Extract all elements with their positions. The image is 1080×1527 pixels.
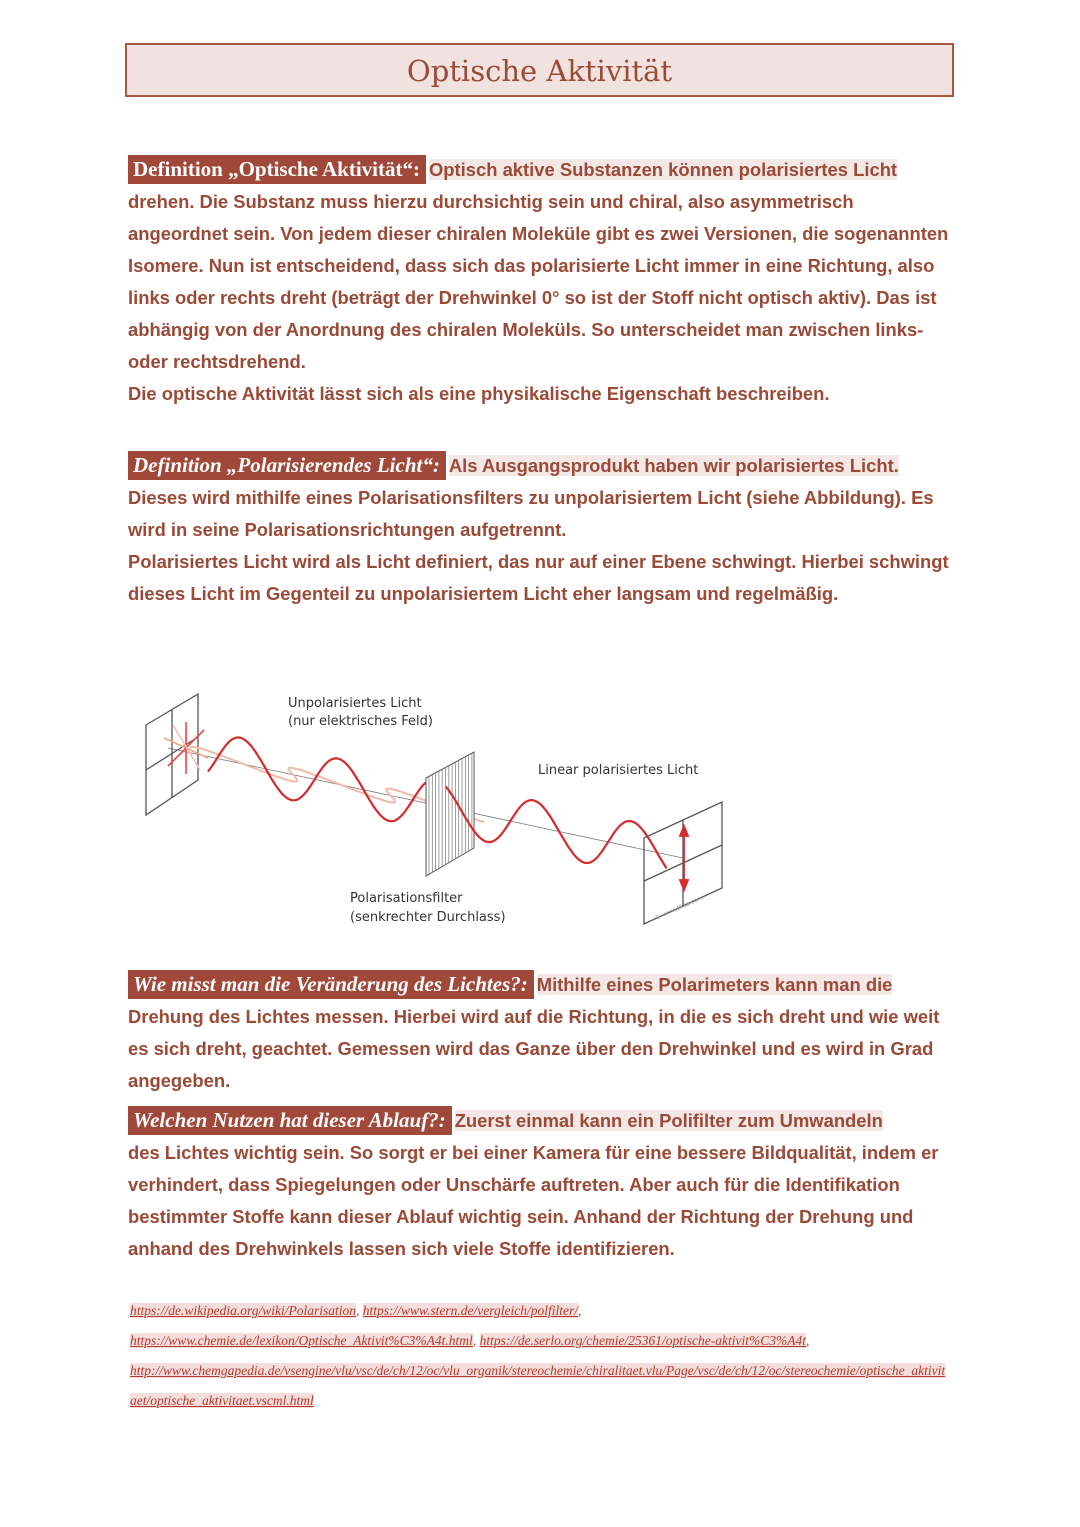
section-heading: Definition „Optische Aktivität“: <box>128 155 426 184</box>
label-filter: Polarisationsfilter <box>350 891 463 906</box>
watermark: © www.Bi2a.com <box>653 894 705 922</box>
section-body: Dieses wird mithilfe eines Polarisationsfilters zu unpolarisiertem Licht (siehe Abbildung). Es wird in seine Polarisationsrichtungen aufgetrennt. <box>128 487 934 540</box>
section-lead: Optisch aktive Substanzen können polarisiertes Licht <box>429 159 898 180</box>
section-optische-aktivitaet <box>128 153 956 410</box>
title-box <box>125 43 954 97</box>
section-body-2: Die optische Aktivität lässt sich als eine physikalische Eigenschaft beschreiben. <box>128 383 830 404</box>
label-unpolarized: Unpolarisiertes Licht <box>288 696 422 711</box>
reference-link[interactable]: https://www.stern.de/vergleich/polfilter/ <box>362 1303 578 1318</box>
section-lead: Mithilfe eines Polarimeters kann man die <box>536 974 893 995</box>
label-filter-note: (senkrechter Durchlass) <box>350 910 506 925</box>
polarized-wave <box>446 787 667 869</box>
section-body: Drehung des Lichtes messen. Hierbei wird auf die Richtung, in die es sich dreht und wie weit es sich dreht, geachtet. Gemessen wird das Ganze über den Drehwinkel und es wird in Grad angegeben. <box>128 1006 940 1091</box>
label-linear: Linear polarisiertes Licht <box>538 763 699 778</box>
section-heading: Definition „Polarisierendes Licht“: <box>128 451 446 480</box>
section-body: des Lichtes wichtig sein. So sorgt er bei einer Kamera für eine bessere Bildqualität, indem er verhindert, dass Spiegelungen oder Unschärfe auftreten. Aber auch für die Identifikation bestimmter Stoffe kann dieser Ablauf wichtig sein. Anhand der Richtung der Drehung und anhand des Drehwinkels lassen sich viele Stoffe identifizieren. <box>128 1142 939 1259</box>
page-title: Optische Aktivität <box>406 54 673 88</box>
label-unpolarized-note: (nur elektrisches Feld) <box>288 714 433 729</box>
polarization-figure <box>128 680 748 940</box>
section-body: drehen. Die Substanz muss hierzu durchsichtig sein und chiral, also asymmetrisch angeordnet sein. Von jedem dieser chiralen Moleküle gibt es zwei Versionen, die sogenannten Isomere. Nun ist entscheidend, dass sich das polarisierte Licht immer in eine Richtung, also links oder rechts dreht (beträgt der Drehwinkel 0° so ist der Stoff nicht optisch aktiv). Das ist abhängig von der Anordnung des chiralen Moleküls. So unterscheidet man zwischen links- oder rechtsdrehend. <box>128 191 949 372</box>
reference-link[interactable]: https://de.serlo.org/chemie/25361/optische-aktivit%C3%A4t <box>479 1333 807 1348</box>
section-lead: Als Ausgangsprodukt haben wir polarisiertes Licht. <box>448 455 899 476</box>
section-heading: Wie misst man die Veränderung des Lichtes?: <box>128 970 534 999</box>
section-polarisierendes-licht <box>128 449 956 610</box>
reference-link[interactable]: https://www.chemie.de/lexikon/Optische_Aktivit%C3%A4t.html <box>130 1333 473 1348</box>
references: https://de.wikipedia.org/wiki/Polarisation, https://www.stern.de/vergleich/polfilter/, https://www.chemie.de/lexikon/Optische_Aktivit%C3%A4t.html, https://de.serlo.org/chemie/25361/optische-aktivit%C3%A4t, http://www.chemgapedia.de/vsengine/vlu/vsc/de/ch/12/oc/vlu_organik/stereochemie/chiralitaet.vlu/Page/vsc/de/ch/12/oc/stereochemie/optische_aktivitaet/optische_aktivitaet.vscml.html <box>130 1303 946 1408</box>
section-body-2: Polarisiertes Licht wird als Licht definiert, das nur auf einer Ebene schwingt. Hierbei schwingt dieses Licht im Gegenteil zu unpolarisiertem Licht eher langsam und regelmäßig. <box>128 551 949 604</box>
section-nutzen <box>128 1104 956 1265</box>
reference-link[interactable]: http://www.chemgapedia.de/vsengine/vlu/vsc/de/ch/12/oc/vlu_organik/stereochemie/chiralitaet.vlu/Page/vsc/de/ch/12/oc/stereochemie/optische_aktivitaet/optische_aktivitaet.vscml.html <box>130 1363 946 1408</box>
polarization-filter <box>426 752 474 876</box>
section-messung <box>128 968 956 1097</box>
section-heading: Welchen Nutzen hat dieser Ablauf?: <box>128 1106 452 1135</box>
reference-link[interactable]: https://de.wikipedia.org/wiki/Polarisation <box>130 1303 356 1318</box>
section-lead: Zuerst einmal kann ein Polifilter zum Umwandeln <box>454 1110 883 1131</box>
